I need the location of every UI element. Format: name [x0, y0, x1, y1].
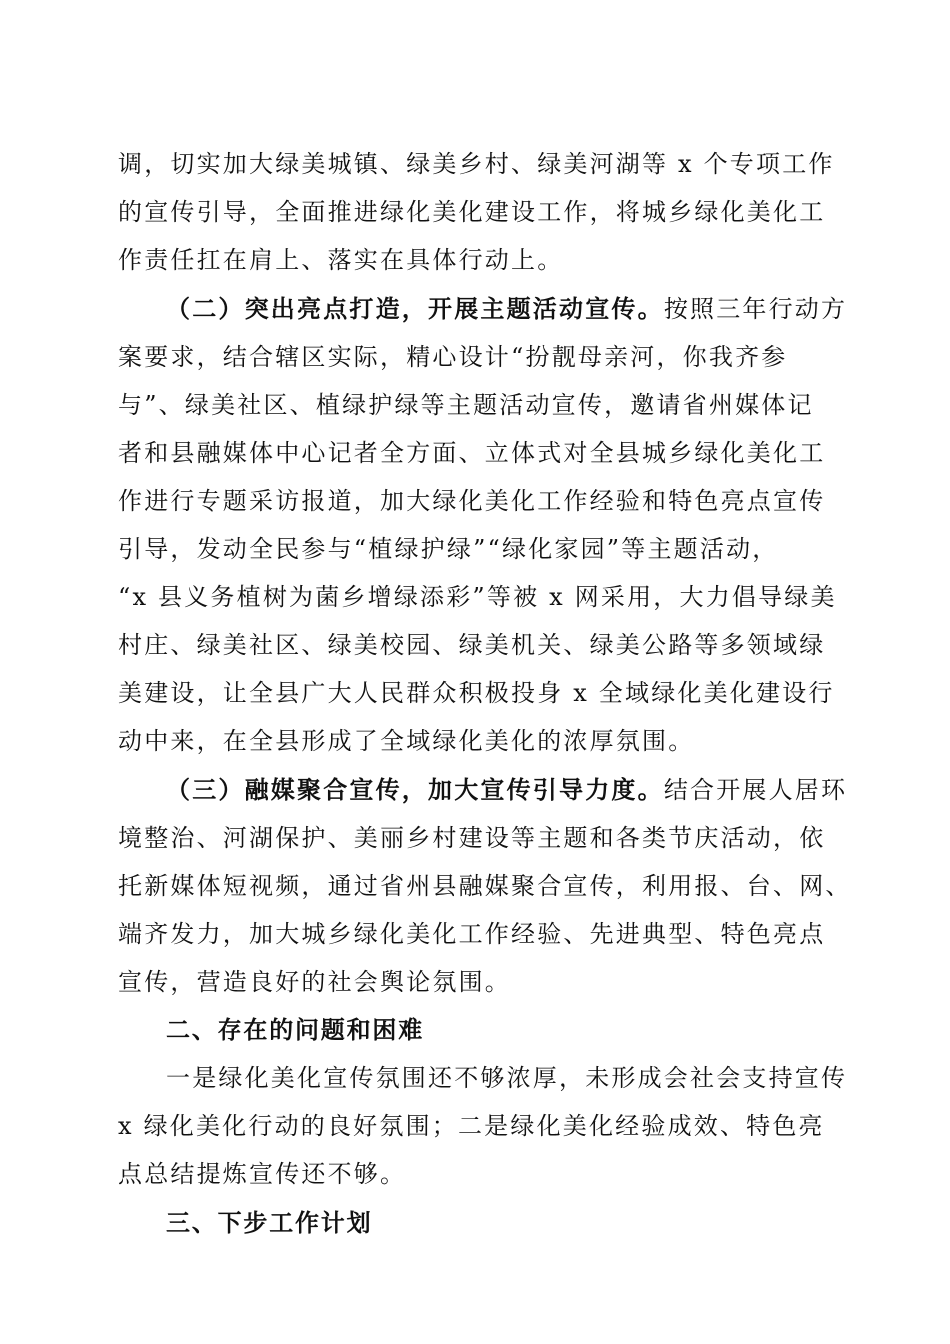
text-line: 的宣传引导，全面推进绿化美化建设工作，将城乡绿化美化工 [118, 198, 826, 226]
text-line: 端齐发力，加大城乡绿化美化工作经验、先进典型、特色亮点 [118, 920, 826, 948]
text-line: 调，切实加大绿美城镇、绿美乡村、绿美河湖等 x 个专项工作 [118, 150, 835, 178]
subheading-2: （二）突出亮点打造，开展主题活动宣传。 [166, 294, 664, 323]
text-line: 点总结提炼宣传还不够。 [118, 1160, 407, 1188]
text-line: 动中来，在全县形成了全域绿化美化的浓厚氛围。 [118, 727, 695, 755]
subheading-3: （三）融媒聚合宣传，加大宣传引导力度。 [166, 775, 664, 804]
text-line: x 绿化美化行动的良好氛围；二是绿化美化经验成效、特色亮 [118, 1112, 825, 1140]
text-line: 村庄、绿美社区、绿美校园、绿美机关、绿美公路等多领域绿 [118, 631, 826, 659]
text-line: “x 县义务植树为菌乡增绿添彩”等被 x 网采用，大力倡导绿美 [118, 583, 837, 611]
text-line: 与”、绿美社区、植绿护绿等主题活动宣传，邀请省州媒体记 [118, 391, 814, 419]
text-line: 者和县融媒体中心记者全方面、立体式对全县城乡绿化美化工 [118, 439, 826, 467]
subheading-line [166, 292, 847, 326]
text-line: 托新媒体短视频，通过省州县融媒聚合宣传，利用报、台、网、 [118, 872, 852, 900]
text-line: 作进行专题采访报道，加大绿化美化工作经验和特色亮点宣传 [118, 487, 826, 515]
text-line: 美建设，让全县广大人民群众积极投身 x 全域绿化美化建设行 [118, 679, 835, 707]
section-heading: 二、存在的问题和困难 [166, 1015, 424, 1044]
text-line: 境整治、河湖保护、美丽乡村建设等主题和各类节庆活动，依 [118, 824, 826, 852]
subheading-line [166, 773, 847, 807]
text-line: 一是绿化美化宣传氛围还不够浓厚，未形成会社会支持宣传 [166, 1064, 848, 1092]
text-span: 按照三年行动方 [663, 295, 848, 323]
text-line: 作责任扛在肩上、落实在具体行动上。 [118, 246, 564, 274]
text-line: 宣传，营造良好的社会舆论氛围。 [118, 968, 511, 996]
text-line: 引导，发动全民参与“植绿护绿”“绿化家园”等主题活动， [118, 535, 779, 563]
section-heading: 三、下步工作计划 [166, 1208, 373, 1237]
text-span: 结合开展人居环 [663, 776, 848, 804]
text-line: 案要求，结合辖区实际，精心设计“扮靓母亲河，你我齐参 [118, 343, 788, 371]
